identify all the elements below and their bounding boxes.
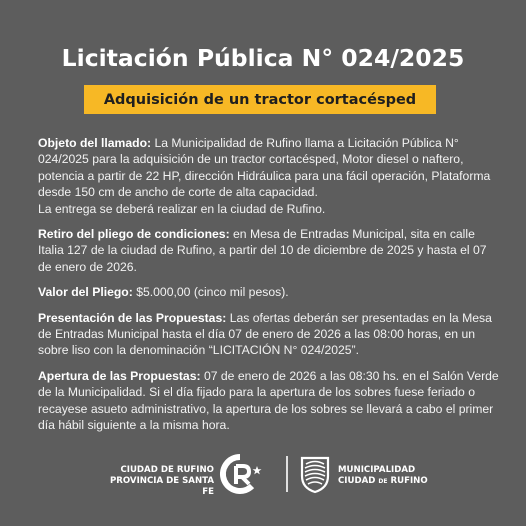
section-text: Las ofertas deberán ser presentadas en la Mesa de Entradas Municipal hasta el día 07 de enero de 2026 a las 08:00 horas, en un sobre liso con la denominación “LICITACIÓN N° 024/2025”. bbox=[38, 310, 492, 358]
section-label: Retiro del pliego de condiciones: bbox=[38, 227, 230, 242]
section-label: Objeto del llamado: bbox=[38, 136, 152, 150]
section-text: en Mesa de Entradas Municipal, sita en calle Italia 127 de la ciudad de Rufino, a partir del 10 de diciembre de 2025 y hasta el 07 de enero de 2026. bbox=[38, 227, 487, 274]
section-label: Valor del Pliego: bbox=[38, 285, 133, 300]
section-presentacion bbox=[38, 310, 500, 359]
section-objeto bbox=[38, 135, 500, 217]
section-text: $5.000,00 (cinco mil pesos). bbox=[132, 285, 289, 300]
subtitle-banner bbox=[84, 85, 436, 114]
muni-line-2-b: RUFINO bbox=[387, 476, 428, 486]
muni-line-2 bbox=[338, 476, 428, 487]
municipality-seal-icon bbox=[298, 454, 332, 494]
section-retiro bbox=[38, 226, 500, 275]
section-label: Presentación de las Propuestas: bbox=[38, 310, 227, 325]
section-apertura bbox=[38, 368, 500, 434]
muni-line-2-de: DE bbox=[378, 478, 388, 485]
city-line-2: PROVINCIA DE SANTA FE bbox=[109, 476, 214, 497]
subtitle-text: Adquisición de un tractor cortacésped bbox=[103, 91, 417, 108]
footer-divider bbox=[286, 456, 288, 492]
municipality-name bbox=[338, 465, 428, 487]
section-label: Apertura de las Propuestas: bbox=[38, 368, 201, 383]
muni-line-1: MUNICIPALIDAD bbox=[338, 465, 416, 475]
section-valor bbox=[38, 284, 500, 300]
page-title: Licitación Pública N° 024/2025 bbox=[61, 44, 465, 72]
section-text: 07 de enero de 2026 a las 08:30 hs. en el Salón Verde de la Municipalidad. Si el día fijado para la apertura de los sobres fuese feriado o recayese asueto administrativo, la apertura de los sobres se llevará a cabo el primer día hábil siguiente a la misma hora. bbox=[38, 368, 499, 433]
city-name bbox=[96, 465, 214, 498]
city-line-1: CIUDAD DE RUFINO bbox=[120, 465, 214, 475]
notice-body bbox=[38, 135, 500, 443]
section-text: La Municipalidad de Rufino llama a Licitación Pública N° 024/2025 para la adquisición de un tractor cortacésped, Motor diesel o naftero, potencia a partir de 22 HP, dirección Hidráulica para una fácil operación, Plataforma desde 150 cm de ancho de corte de alta capacidad. bbox=[38, 136, 491, 200]
muni-line-2-a: CIUDAD bbox=[338, 476, 379, 486]
footer bbox=[0, 452, 526, 496]
city-rufino-logo-icon bbox=[218, 452, 262, 496]
section-extra-text: La entrega se deberá realizar en la ciudad de Rufino. bbox=[38, 201, 326, 216]
